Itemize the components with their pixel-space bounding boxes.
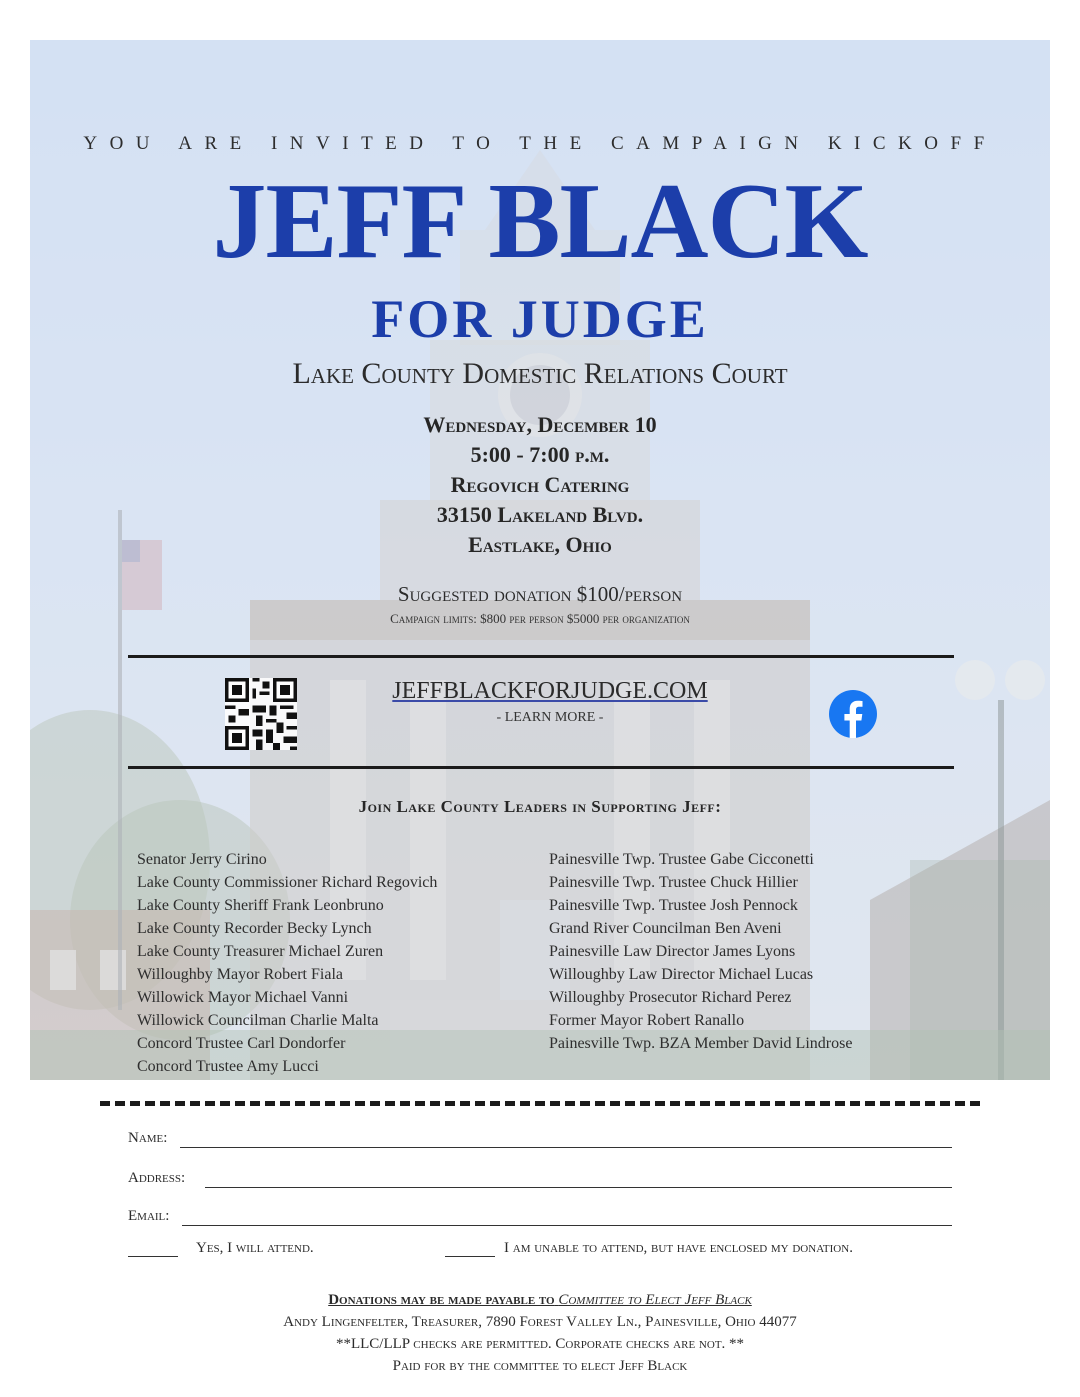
list-item: Willowick Councilman Charlie Malta — [137, 1012, 379, 1029]
payable-text: Donations may be made payable to — [328, 1292, 555, 1308]
website-link[interactable]: JEFFBLACKFORJUDGE.COM — [392, 678, 708, 704]
divider-top — [128, 655, 954, 658]
list-item: Painesville Twp. Trustee Chuck Hillier — [549, 874, 798, 891]
list-item: Lake County Treasurer Michael Zuren — [137, 943, 384, 960]
list-item: Concord Trustee Carl Dondorfer — [137, 1035, 346, 1052]
supporters-heading: Join Lake County Leaders in Supporting Jeff: — [358, 797, 722, 816]
suggested-donation: Suggested donation $100/person — [397, 582, 683, 606]
event-time: 5:00 - 7:00 p.m. — [470, 442, 610, 467]
list-item: Painesville Twp. BZA Member David Lindrose — [549, 1035, 853, 1052]
payable-line — [0, 1290, 1080, 1311]
divider-bottom — [128, 766, 954, 769]
treasurer-address: Andy Lingenfelter, Treasurer, 7890 Forest Valley Ln., Painesville, Ohio 44077 — [283, 1314, 797, 1330]
list-item: Willoughby Prosecutor Richard Perez — [549, 989, 792, 1006]
list-item: Grand River Councilman Ben Aveni — [549, 920, 782, 937]
list-item: Former Mayor Robert Ranallo — [549, 1012, 745, 1029]
event-date: Wednesday, December 10 — [423, 412, 657, 437]
list-item: Painesville Twp. Trustee Josh Pennock — [549, 897, 798, 914]
website-link-wrap — [380, 678, 720, 705]
qr-code-icon[interactable] — [225, 678, 297, 750]
court-name: Lake County Domestic Relations Court — [292, 357, 788, 390]
event-venue: Regovich Catering — [450, 472, 630, 497]
invite-line: YOU ARE INVITED TO THE CAMPAIGN KICKOFF — [83, 133, 997, 154]
name-label: Name: — [128, 1130, 168, 1146]
list-item: Lake County Commissioner Richard Regovich — [137, 874, 438, 891]
event-address: 33150 Lakeland Blvd. — [436, 502, 644, 527]
list-item: Lake County Recorder Becky Lynch — [137, 920, 372, 937]
list-item: Willoughby Law Director Michael Lucas — [549, 966, 814, 983]
facebook-icon[interactable] — [829, 690, 877, 738]
email-field[interactable] — [182, 1225, 952, 1226]
supporters-list-left — [137, 848, 437, 1078]
event-city: Eastlake, Ohio — [468, 532, 612, 557]
committee-name: Committee to Elect Jeff Black — [558, 1292, 752, 1308]
llc-note: **LLC/LLP checks are permitted. Corporate checks are not. ** — [335, 1336, 745, 1352]
address-field[interactable] — [205, 1187, 952, 1188]
list-item: Concord Trustee Amy Lucci — [137, 1058, 319, 1075]
campaign-limits: Campaign limits: $800 per person $5000 per organization — [390, 611, 690, 626]
name-field[interactable] — [180, 1147, 952, 1148]
address-label: Address: — [128, 1170, 186, 1186]
cut-line — [100, 1101, 980, 1106]
attend-yes-label: Yes, I will attend. — [196, 1240, 314, 1256]
email-label: Email: — [128, 1208, 170, 1224]
list-item: Painesville Law Director James Lyons — [549, 943, 796, 960]
paid-for-disclaimer: Paid for by the committee to elect Jeff Black — [392, 1358, 688, 1374]
for-judge-title: FOR JUDGE — [371, 289, 709, 349]
attend-no-blank[interactable] — [445, 1256, 495, 1257]
list-item: Willoughby Mayor Robert Fiala — [137, 966, 343, 983]
event-details — [0, 410, 1080, 560]
list-item: Lake County Sheriff Frank Leonbruno — [137, 897, 384, 914]
candidate-name: JEFF BLACK — [212, 162, 868, 281]
list-item: Painesville Twp. Trustee Gabe Cicconetti — [549, 851, 814, 868]
supporters-list-right — [549, 848, 852, 1055]
attend-yes-blank[interactable] — [128, 1256, 178, 1257]
attend-no-label: I am unable to attend, but have enclosed my donation. — [504, 1240, 853, 1256]
list-item: Senator Jerry Cirino — [137, 851, 267, 868]
learn-more-link[interactable]: - LEARN MORE - — [496, 710, 604, 725]
list-item: Willowick Mayor Michael Vanni — [137, 989, 349, 1006]
